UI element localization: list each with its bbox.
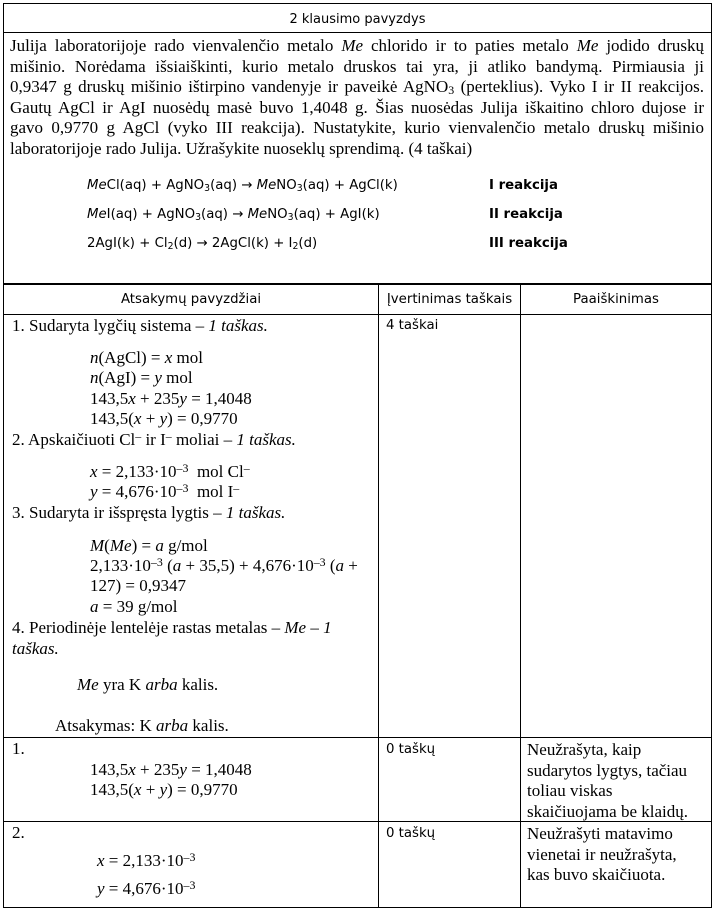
text: y [90,482,98,501]
text: mol Cl [188,462,244,481]
row1-score: 4 taškai [386,318,439,333]
problem-text [10,36,704,159]
note-line: vienetai ir neužrašyta, [527,844,677,864]
text: (aq) + AgI(k) [293,207,380,222]
text: (aq) → [201,207,248,222]
text: mol I [188,482,234,501]
reaction-2 [87,207,380,222]
text: ir I [141,430,166,449]
text: ) = 0,9770 [167,780,238,799]
problem-line [10,36,704,57]
problem-line [10,139,704,160]
text: a [155,536,164,555]
text: a [172,556,182,575]
text: I(aq) + AgNO [106,207,196,222]
text: + [141,409,160,428]
text: x [90,462,98,481]
text: Me [341,36,364,55]
row3-number: 2. [12,823,25,842]
step-3 [12,503,285,524]
text: = 1,4048 [186,389,252,408]
reaction-1 [87,178,398,193]
text: = 2,133·10 [104,851,184,870]
note-line: Neužrašyta, kaip [527,740,642,759]
text: x [97,851,105,870]
text: 143,5( [90,780,134,799]
text: 3. Sudaryta ir išspręsta lygtis – [12,503,226,522]
text: Me [87,178,107,193]
text: y [97,879,105,898]
equation [90,368,193,389]
text: mol [172,348,203,367]
text: gavo 0,9770 g AgCl (vyko III reakcija). Nustatykite, kurio vienvalenčio metalo druskų mišinio [10,118,704,137]
text: (AgI) = [98,368,155,387]
superscript: – [135,429,142,443]
text: ( [162,556,173,575]
equation [90,576,186,597]
equation [97,879,195,900]
reaction-1-label: I reakcija [489,178,558,193]
step-1 [12,316,268,337]
header-answers: Atsakymų pavyzdžiai [120,292,262,307]
row3-note [527,824,677,886]
note-line: Neužrašyti matavimo [527,824,673,843]
text: + [141,780,160,799]
note-line: toliau viskas [527,781,613,800]
text: Me [87,207,107,222]
text: arba [156,716,189,735]
equation [90,389,252,410]
row2-number: 1. [12,739,25,758]
text: n [90,368,99,387]
text: Me – 1 [284,618,332,637]
text: 143,5( [90,409,134,428]
text: 1 taškas. [208,316,268,335]
text: = 4,676·10 [104,879,184,898]
text: = 1,4048 [186,760,252,779]
note-line: kas buvo skaičiuota. [527,865,666,884]
text: = 39 g/mol [98,597,178,616]
superscript: –3 [176,481,189,495]
text: NO [276,178,297,193]
text: (aq) + AgCl(k) [302,178,398,193]
text: Me [247,207,268,222]
text: mol [161,368,193,387]
text: ) = 0,9770 [167,409,238,428]
text: arba [145,675,178,694]
text: ( [325,556,336,575]
text: Me [77,675,99,694]
note-line: sudarytos lygtys, tačiau [527,760,688,780]
text: M [90,536,105,555]
text: y [179,760,187,779]
superscript: –3 [183,878,196,892]
problem-line [10,57,704,78]
text: (perteklius). Vyko I ir II reakcijos. [454,77,705,96]
row3-score: 0 taškų [386,826,436,841]
text: ) = [131,536,156,555]
text: laboratorijoje rado Julija. Užrašykite nuoseklų sprendimą. (4 taškai) [10,138,473,158]
header-score: Įvertinimas taškais [386,292,513,307]
text: x [128,760,136,779]
problem-line [10,98,704,119]
subscript: 3 [195,212,202,223]
text: ( [104,536,110,555]
superscript: –3 [150,555,163,569]
text: x [164,348,173,367]
equation [90,348,203,369]
text: y [159,780,168,799]
subscript: 2 [292,241,299,252]
text: (d) [298,236,318,251]
subscript: 3 [287,212,294,223]
text: 2,133·10 [90,556,151,575]
superscript: –3 [313,555,326,569]
equation [90,556,358,577]
row2-score: 0 taškų [386,742,436,757]
text: mišinio. Norėdama išsiaiškinti, kurio metalo druskos tai yra, ji atliko bandymą. Pirmiausia ji [10,56,704,76]
reaction-3-label: III reakcija [489,236,568,251]
text: Me [576,36,599,55]
equation [90,482,239,503]
text: 2AgI(k) + Cl [87,236,168,251]
row-divider [3,737,712,738]
text: moliai – [171,430,237,449]
text: 1 taškas. [236,430,296,449]
text: x [128,389,136,408]
text: Julija laboratorijoje rado vienvalenčio metalo [10,36,342,55]
equation [90,536,208,557]
text: NO [267,207,288,222]
superscript: – [165,429,172,443]
equation [90,409,238,430]
text: 1. Sudaryta lygčių sistema – [12,316,209,335]
note-line: skaičiuojama be klaidų. [527,801,688,821]
text: 4. Periodinėje lentelėje rastas metalas – [12,618,285,637]
text: + [344,556,358,575]
text: 127) = 0,9347 [90,576,186,595]
equation [90,780,238,801]
reaction-3 [87,236,317,251]
equation [77,675,218,696]
equation [90,597,178,618]
text: x [133,780,142,799]
final-answer [55,716,229,737]
subscript: 3 [204,183,211,194]
text: (AgCl) = [98,348,165,367]
subscript: 2 [167,241,174,252]
row2-note [527,740,688,822]
reaction-2-label: II reakcija [489,207,563,222]
superscript: – [243,461,250,475]
text: y [179,389,187,408]
equation [97,851,195,872]
text: taškas. [12,639,59,658]
problem-line [10,77,704,98]
text: kalis. [177,675,219,694]
text: x [133,409,142,428]
text: chlorido ir to paties metalo [363,36,577,55]
text: a [90,597,99,616]
text: + 235 [135,760,180,779]
text: = 2,133·10 [97,462,177,481]
superscript: –3 [183,850,196,864]
text: y [159,409,168,428]
text: 143,5 [90,389,129,408]
column-divider [520,284,521,908]
superscript: – [233,481,240,495]
superscript: –3 [176,461,189,475]
text: n [90,348,99,367]
text: 1 taškas. [225,503,286,522]
text: Atsakymas: K [55,716,157,735]
subscript: 3 [448,83,455,97]
text: 143,5 [90,760,129,779]
text: Me [256,178,277,193]
text: (d) → 2AgCl(k) + I [173,236,293,251]
row-divider [3,314,712,315]
step-4-cont [12,639,59,660]
problem-line [10,118,704,139]
column-divider [378,284,379,908]
text: yra K [98,675,146,694]
step-4 [12,618,332,639]
header-explanation: Paaiškinimas [573,292,659,307]
text: g/mol [163,536,208,555]
text: Cl(aq) + AgNO [106,178,205,193]
text: Gautų AgCl ir AgI nuosėdų masė buvo 1,4048 g. Šias nuosėdas Julija iškaitino chloro dujose ir [10,97,704,117]
text: kalis. [188,716,229,735]
text: + 235 [135,389,180,408]
text: jodido druskų [598,36,704,55]
text: a [335,556,345,575]
task-title-cell [3,3,712,33]
equation [90,760,252,781]
text: (aq) → [210,178,257,193]
text: 0,9347 g druskų mišinio ištirpino vandenyje ir paveikė AgNO [10,77,449,96]
text: + 35,5) + 4,676·10 [181,556,314,575]
text: 2. Apskaičiuoti Cl [12,430,136,449]
subscript: 3 [296,183,303,194]
text: y [154,368,162,387]
equation [90,462,250,483]
task-title: 2 klausimo pavyzdys [289,12,426,27]
text: Me [109,536,132,555]
text: = 4,676·10 [97,482,177,501]
step-2 [12,430,296,451]
